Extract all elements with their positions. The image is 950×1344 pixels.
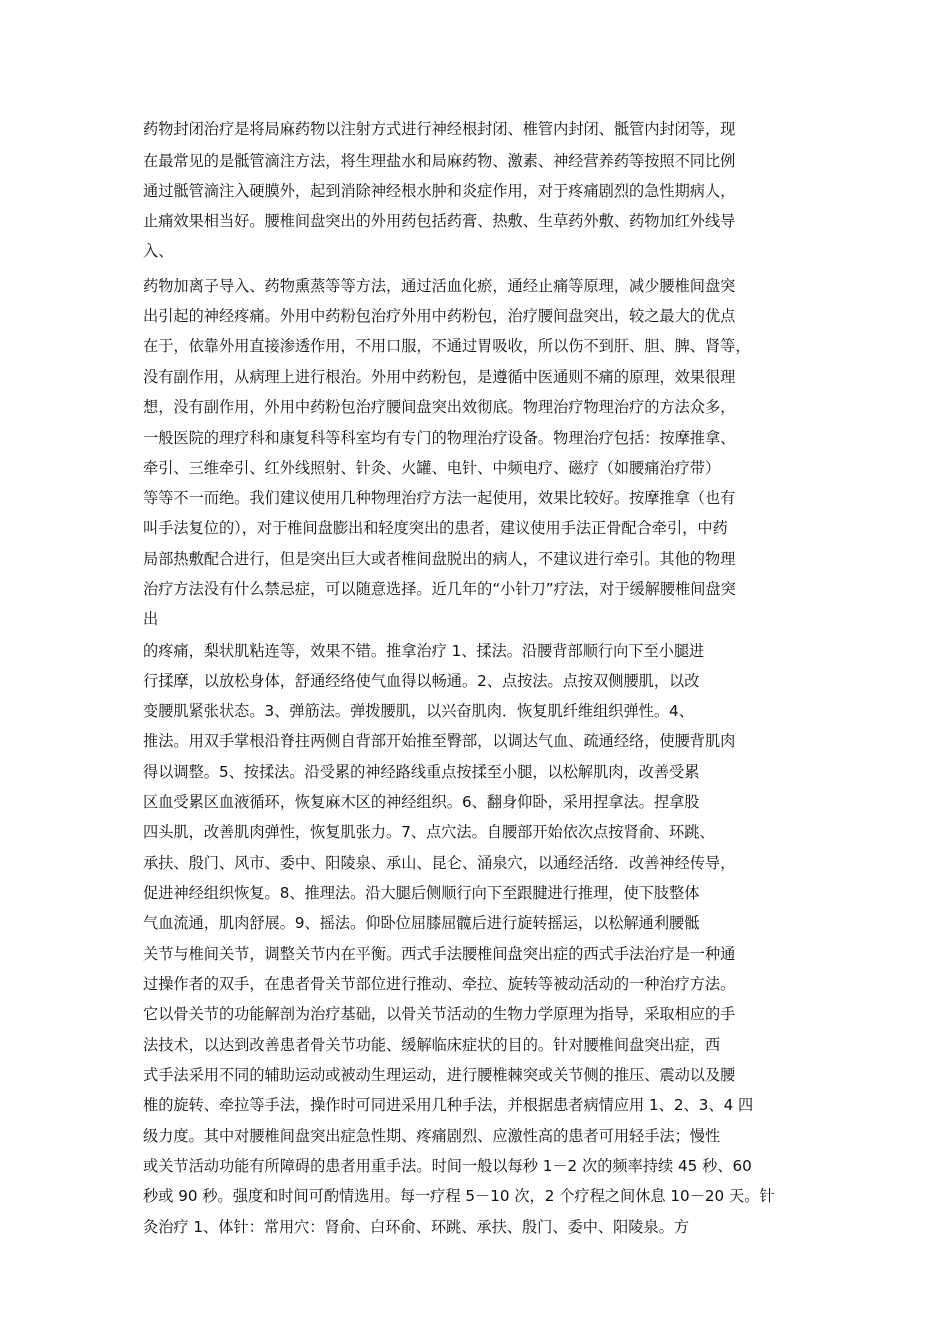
text-line: 出引起的神经疼痛。外用中药粉包治疗外用中药粉包，治疗腰间盘突出，较之最大的优点: [143, 307, 736, 325]
text-line: 得以调整。5、按揉法。沿受累的神经路线重点按揉至小腿，以松解肌肉，改善受累: [143, 763, 700, 781]
text-line: 等等不一而绝。我们建议使用几种物理治疗方法一起使用，效果比较好。按摩推拿（也有: [143, 489, 736, 507]
text-line: 椎的旋转、牵拉等手法，操作时可同进采用几种手法，并根据患者病情应用 1、2、3、4 四: [143, 1096, 754, 1114]
text-line: 促进神经组织恢复。8、推理法。沿大腿后侧顺行向下至跟腱进行推理，使下肢整体: [143, 884, 700, 902]
text-line: 叫手法复位的），对于椎间盘膨出和轻度突出的患者，建议使用手法正骨配合牵引，中药: [143, 519, 728, 537]
text-line: 牵引、三维牵引、红外线照射、针灸、火罐、电针、中频电疗、磁疗（如腰痛治疗带）: [143, 459, 721, 477]
text-line: 四头肌，改善肌肉弹性，恢复肌张力。7、点穴法。自腰部开始依次点按肾俞、环跳、: [143, 823, 715, 841]
text-line: 想，没有副作用，外用中药粉包治疗腰间盘突出效彻底。物理治疗物理治疗的方法众多，: [143, 398, 736, 416]
text-line: 没有副作用，从病理上进行根治。外用中药粉包，是遵循中医通则不痛的原理，效果很理: [143, 368, 736, 386]
text-line: 式手法采用不同的辅助运动或被动生理运动，进行腰椎棘突或关节侧的推压、震动以及腰: [143, 1066, 736, 1084]
text-line: 一般医院的理疗科和康复科等科室均有专门的物理治疗设备。物理治疗包括：按摩推拿、: [143, 429, 736, 447]
text-line: 通过骶管滴注入硬膜外，起到消除神经根水肿和炎症作用，对于疼痛剧烈的急性期病人，: [143, 182, 736, 200]
text-line: 或关节活动功能有所障碍的患者用重手法。时间一般以每秒 1－2 次的频率持续 45 秒、60: [143, 1157, 752, 1175]
text-line: 行揉摩，以放松身体，舒通经络使气血得以畅通。2、点按法。点按双侧腰肌，以改: [143, 672, 700, 690]
text-line: 过操作者的双手，在患者骨关节部位进行推动、牵拉、旋转等被动活动的一种治疗方法。: [143, 975, 736, 993]
text-line: 灸治疗 1、体针：常用穴：肾俞、白环俞、环跳、承扶、殷门、委中、阳陵泉。方: [143, 1218, 690, 1236]
text-line: 区血受累区血液循环，恢复麻木区的神经组织。6、翻身仰卧，采用捏拿法。捏拿股: [143, 793, 700, 811]
text-line: 法技术，以达到改善患者骨关节功能、缓解临床症状的目的。针对腰椎间盘突出症，西: [143, 1036, 721, 1054]
text-line: 药物加离子导入、药物熏蒸等等方法，通过活血化瘀，通经止痛等原理，减少腰椎间盘突: [143, 277, 736, 295]
text-line: 药物封闭治疗是将局麻药物以注射方式进行神经根封闭、椎管内封闭、骶管内封闭等，现: [143, 120, 736, 138]
text-line: 出: [143, 610, 159, 628]
text-line: 推法。用双手掌根沿脊拄两侧自背部开始推至臀部，以调达气血、疏通经络，使腰背肌肉: [143, 732, 736, 750]
text-line: 秒或 90 秒。强度和时间可酌情选用。每一疗程 5－10 次，2 个疗程之间休息 10－20 天。针: [143, 1187, 775, 1205]
text-line: 在最常见的是骶管滴注方法，将生理盐水和局麻药物、激素、神经营养药等按照不同比例: [143, 152, 736, 170]
text-line: 局部热敷配合进行，但是突出巨大或者椎间盘脱出的病人，不建议进行牵引。其他的物理: [143, 550, 736, 568]
text-line: 级力度。其中对腰椎间盘突出症急性期、疼痛剧烈、应激性高的患者可用轻手法；慢性: [143, 1127, 721, 1145]
text-line: 的疼痛，梨状肌粘连等，效果不错。推拿治疗 1、揉法。沿腰背部顺行向下至小腿进: [143, 642, 705, 660]
text-line: 止痛效果相当好。腰椎间盘突出的外用药包括药膏、热敷、生草药外敷、药物加红外线导: [143, 212, 736, 230]
text-line: 在于，依靠外用直接渗透作用，不用口服，不通过胃吸收，所以伤不到肝、胆、脾、肾等，: [143, 337, 751, 355]
text-line: 承扶、殷门、风市、委中、阳陵泉、承山、昆仑、涌泉穴，以通经活络．改善神经传导，: [143, 854, 736, 872]
text-line: 气血流通，肌肉舒展。9、摇法。仰卧位屈膝屈髋后进行旋转摇运，以松解通利腰骶: [143, 914, 700, 932]
text-line: 治疗方法没有什么禁忌症，可以随意选择。近几年的“小针刀”疗法，对于缓解腰椎间盘突: [143, 580, 736, 598]
text-line: 变腰肌紧张状态。3、弹筋法。弹拨腰肌，以兴奋肌肉．恢复肌纤维组织弹性。4、: [143, 702, 694, 720]
text-line: 入、: [143, 242, 174, 260]
text-line: 关节与椎间关节，调整关节内在平衡。西式手法腰椎间盘突出症的西式手法治疗是一种通: [143, 945, 736, 963]
text-line: 它以骨关节的功能解剖为治疗基础，以骨关节活动的生物力学原理为指导，采取相应的手: [143, 1005, 736, 1023]
